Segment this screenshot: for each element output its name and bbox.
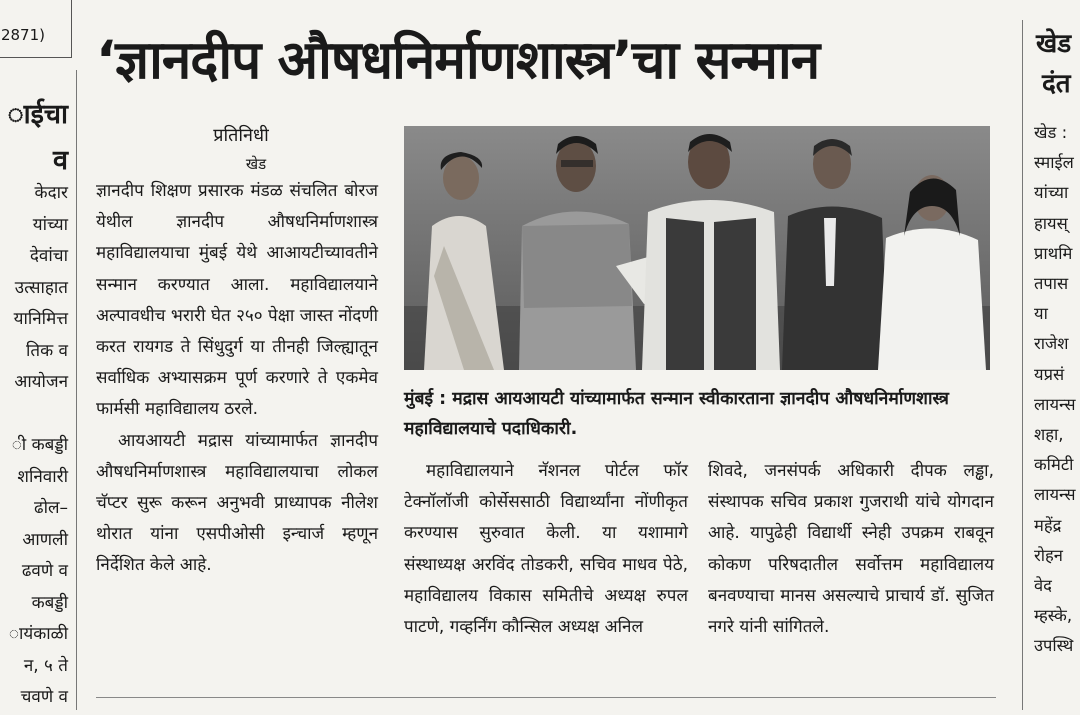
left-neighbor-line: उत्साहात [14, 277, 68, 298]
left-neighbor-line: आयोजन [14, 372, 68, 392]
left-neighbor-line: देवांचा [29, 246, 68, 266]
column-divider [76, 70, 77, 710]
article-column-2 [404, 456, 688, 643]
left-neighbor-line: आणली [22, 529, 68, 550]
right-neighbor-line: म्हस्के, [1034, 606, 1073, 626]
right-neighbor-line: हायस् [1034, 213, 1068, 233]
right-neighbor-line: लायन्स [1034, 485, 1076, 505]
article-photo [404, 126, 990, 370]
right-neighbor-line: खेड : [1034, 123, 1068, 142]
left-neighbor-line: ढवणे व [21, 561, 68, 581]
right-neighbor-line: वेद [1034, 576, 1052, 596]
right-neighbor-line: या [1034, 304, 1048, 324]
left-neighbor-line: चवणे व [20, 687, 68, 707]
left-neighbor-body [0, 178, 68, 714]
left-box-text: 2871) [0, 26, 45, 44]
left-neighbor-line: कबड्डी [31, 592, 68, 613]
right-neighbor-headline [1036, 24, 1080, 104]
left-neighbor-line: केदार [34, 183, 68, 203]
right-neighbor-line: कमिटी [1034, 455, 1074, 475]
right-neighbor-body [1034, 118, 1080, 662]
left-neighbor-line: न, ५ ते [23, 655, 68, 676]
photo-caption: मुंबई : मद्रास आयआयटी यांच्यामार्फत सन्मान स्वीकारताना ज्ञानदीप औषधनिर्माणशास्त्र महाविद्यालयाचे पदाधिकारी. [404, 389, 949, 439]
left-neighbor-headline [0, 92, 68, 184]
article-column-1 [96, 176, 378, 582]
right-neighbor-line: स्माईल [1034, 153, 1074, 173]
article-paragraph: आयआयटी मद्रास यांच्यामार्फत ज्ञानदीप औषधनिर्माणशास्त्र महाविद्यालयाचा लोकल चॅप्टर सुरू करून अनुभवी प्राध्यापक नीलेश थोरात यांना एसपीओसी इन्चार्ज म्हणून निर्देशित केले आहे. [96, 430, 378, 576]
right-neighbor-column [1030, 0, 1080, 715]
right-neighbor-line: उपस्थि [1034, 636, 1074, 656]
right-neighbor-line: लायन्स [1034, 394, 1076, 414]
left-headline-line: ाईचा [7, 99, 68, 130]
right-neighbor-line: तपास [1034, 274, 1069, 294]
right-headline-line: दंत [1042, 69, 1071, 99]
right-neighbor-line: यप्रसं [1034, 364, 1065, 384]
right-neighbor-line: राजेश [1034, 334, 1069, 354]
left-headline-line: व [52, 145, 68, 176]
left-neighbor-line: तिक व [25, 340, 68, 361]
article-paragraph: शिवदे, जनसंपर्क अधिकारी दीपक लड्ढा, संस्थापक सचिव प्रकाश गुजराथी यांचे योगदान आहे. यापुढेही विद्यार्थी स्नेही उपक्रम राबवून कोकण परिषदातील सर्वोत्तम महाविद्यालय बनवण्याचा मानस असल्याचे प्राचार्य डॉ. सुजित नगरे यांनी सांगितले. [708, 461, 994, 638]
award-ceremony-photo [404, 126, 990, 370]
bottom-rule [96, 697, 996, 698]
left-neighbor-line: यानिमित्त [13, 309, 68, 329]
byline [96, 122, 386, 178]
left-neighbor-line: शनिवारी [17, 466, 68, 487]
right-neighbor-line: यांच्या [1034, 183, 1069, 203]
right-neighbor-line: शहा, [1034, 425, 1064, 445]
right-neighbor-line: प्राथमि [1034, 243, 1073, 263]
article-paragraph: ज्ञानदीप शिक्षण प्रसारक मंडळ संचलित बोरज येथील ज्ञानदीप औषधनिर्माणशास्त्र महाविद्यालयाचा मुंबई येथे आआयटीच्यावतीने सन्मान करण्यात आला. महाविद्यालयाने अल्पावधीच भरारी घेत २५० पेक्षा जास्त नोंदणी करत रायगड ते सिंधुदुर्ग या तीनही जिल्ह्यातून सर्वाधिक अभ्यासक्रम पूर्ण करणारे ते एकमेव फार्मसी महाविद्यालय ठरले. [96, 181, 378, 420]
left-neighbor-line: ायंकाळी [8, 624, 68, 644]
right-neighbor-line: रोहन [1034, 545, 1063, 565]
left-neighbor-line: यांच्या [32, 214, 68, 235]
article-paragraph: महाविद्यालयाने नॅशनल पोर्टल फॉर टेक्नॉलॉजी कोर्सेससाठी विद्यार्थ्यांना नोंणीकृत करण्यास सुरुवात केली. या यशामागे संस्थाध्यक्ष अरविंद तोडकरी, सचिव माधव पेठे, महाविद्यालय विकास समितीचे अध्यक्ष रुपल पाटणे, गव्हर्निंग कौन्सिल अध्यक्ष अनिल [404, 461, 688, 638]
left-corner-box [0, 0, 72, 58]
column-divider [1022, 20, 1023, 710]
byline-place: खेड [245, 155, 267, 173]
right-headline-line: खेड [1036, 29, 1072, 59]
article-column-3 [708, 456, 994, 643]
byline-reporter: प्रतिनिधी [213, 125, 269, 146]
left-neighbor-line: ढोल– [34, 498, 68, 518]
left-neighbor-line: ी कबड्डी [11, 435, 68, 455]
right-neighbor-line: महेंद्र [1034, 515, 1062, 535]
left-neighbor-column [0, 0, 80, 715]
left-neighbor-line [0, 399, 68, 431]
article-headline: ‘ज्ञानदीप औषधनिर्माणशास्त्र’चा सन्मान [96, 30, 820, 91]
